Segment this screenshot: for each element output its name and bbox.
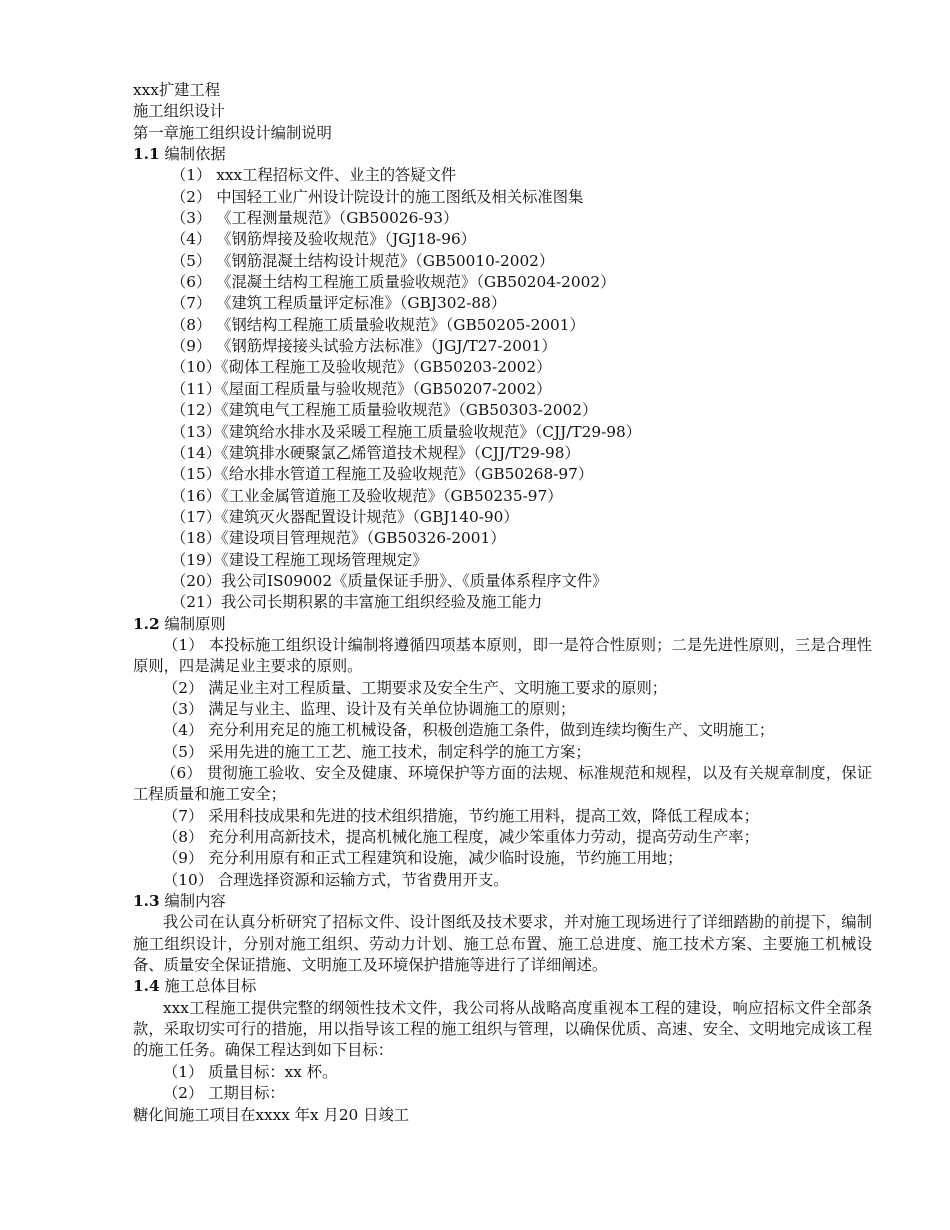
list-item: （21）我公司长期积累的丰富施工组织经验及施工能力 bbox=[171, 593, 543, 612]
chapter-title: 第一章施工组织设计编制说明 bbox=[133, 123, 332, 142]
section-title: 编制依据 bbox=[159, 145, 226, 164]
list-item: （16）《工业金属管道施工及验收规范》（GB50235-97） bbox=[171, 486, 563, 505]
basis-list bbox=[133, 165, 872, 613]
list-item: （17）《建筑灭火器配置设计规范》（GBJ140-90） bbox=[171, 507, 519, 526]
principle-item: （4） 充分利用充足的施工机械设备，积极创造施工条件，做到连续均衡生产、文明施工； bbox=[163, 721, 775, 740]
list-item: （4） 《钢筋焊接及验收规范》（JGJ18-96） bbox=[171, 230, 476, 249]
principle-item: （3） 满足与业主、监理、设计及有关单位协调施工的原则； bbox=[163, 699, 576, 718]
list-item: （7） 《建筑工程质量评定标准》（GBJ302-88） bbox=[171, 294, 507, 313]
list-item: （15）《给水排水管道工程施工及验收规范》（GB50268-97） bbox=[171, 465, 594, 484]
section-number: 1.4 bbox=[133, 977, 160, 996]
list-item: （14）《建筑排水硬聚氯乙烯管道技术规程》（CJJ/T29-98） bbox=[171, 443, 580, 462]
content-paragraph: 我公司在认真分析研究了招标文件、设计图纸及技术要求，并对施工现场进行了详细踏勘的前提下，编制施工组织设计，分别对施工组织、劳动力计划、施工总布置、施工总进度、施工技术方案、主要施工机械设备、质量安全保证措施、文明施工及环境保护措施等进行了详细阐述。 bbox=[133, 913, 872, 975]
principles-list bbox=[133, 635, 872, 891]
principle-item: （10） 合理选择资源和运输方式，节省费用开支。 bbox=[163, 870, 509, 889]
section-title: 编制内容 bbox=[159, 892, 226, 911]
principle-item: （1） 本投标施工组织设计编制将遵循四项基本原则，即一是符合性原则；二是先进性原则，三是合理性原则，四是满足业主要求的原则。 bbox=[133, 635, 872, 676]
list-item: （6） 《混凝土结构工程施工质量验收规范》（GB50204-2002） bbox=[171, 273, 616, 292]
section-heading-1-1 bbox=[133, 144, 872, 165]
list-item: （2） 中国轻工业广州设计院设计的施工图纸及相关标准图集 bbox=[171, 187, 584, 206]
principle-item: （9） 充分利用原有和正式工程建筑和设施，减少临时设施，节约施工用地； bbox=[163, 849, 683, 868]
list-item: （20）我公司IS09002《质量保证手册》、《质量体系程序文件》 bbox=[171, 571, 608, 590]
section-heading-1-2 bbox=[133, 614, 872, 635]
section-title: 施工总体目标 bbox=[159, 977, 257, 996]
principle-item: （8） 充分利用高新技术，提高机械化施工程度，减少笨重体力劳动，提高劳动生产率； bbox=[163, 828, 759, 847]
section-number: 1.3 bbox=[133, 892, 160, 911]
list-item: （8） 《钢结构工程施工质量验收规范》（GB50205-2001） bbox=[171, 315, 585, 334]
principle-item: （2） 满足业主对工程质量、工期要求及安全生产、文明施工要求的原则； bbox=[163, 678, 668, 697]
principle-item: （7） 采用科技成果和先进的技术组织措施，节约施工用料，提高工效，降低工程成本； bbox=[163, 806, 759, 825]
project-title: xxx扩建工程 bbox=[133, 81, 221, 99]
list-item: （9） 《钢筋焊接接头试验方法标准》（JGJ/T27-2001） bbox=[171, 337, 557, 356]
list-item: （3） 《工程测量规范》（GB50026-93） bbox=[171, 209, 459, 228]
principle-item: （5） 采用先进的施工工艺、施工技术，制定科学的施工方案； bbox=[163, 742, 591, 761]
list-item: （12）《建筑电气工程施工质量验收规范》（GB50303-2002） bbox=[171, 401, 598, 420]
list-item: （13）《建筑给水排水及采暖工程施工质量验收规范》（CJJ/T29-98） bbox=[171, 422, 642, 441]
goal-item-schedule: （2） 工期目标： bbox=[163, 1084, 285, 1103]
list-item: （5） 《钢筋混凝土结构设计规范》（GB50010-2002） bbox=[171, 251, 555, 270]
goal-completion-date: 糖化间施工项目在xxxx 年x 月20 日竣工 bbox=[133, 1105, 410, 1124]
section-number: 1.2 bbox=[133, 614, 160, 633]
principle-item: （6） 贯彻施工验收、安全及健康、环境保护等方面的法规、标准规范和规程，以及有关规章制度，保证工程质量和施工安全； bbox=[133, 764, 872, 804]
section-heading-1-3 bbox=[133, 891, 872, 912]
list-item: （19）《建设工程施工现场管理规定》 bbox=[171, 550, 428, 569]
list-item: （11）《屋面工程质量与验收规范》（GB50207-2002） bbox=[171, 379, 552, 398]
list-item: （10）《砌体工程施工及验收规范》（GB50203-2002） bbox=[171, 358, 552, 377]
section-title: 编制原则 bbox=[159, 614, 226, 633]
goal-item-quality: （1） 质量目标：xx 杯。 bbox=[163, 1062, 338, 1081]
list-item: （18）《建设项目管理规范》（GB50326-2001） bbox=[171, 529, 506, 548]
list-item: （1） xxx工程招标文件、业主的答疑文件 bbox=[171, 166, 457, 185]
section-number: 1.1 bbox=[133, 145, 160, 164]
document-type: 施工组织设计 bbox=[133, 102, 225, 121]
section-heading-1-4 bbox=[133, 976, 872, 997]
goal-paragraph: xxx工程施工提供完整的纲领性技术文件，我公司将从战略高度重视本工程的建设，响应招标文件全部条款，采取切实可行的措施，用以指导该工程的施工组织与管理，以确保优质、高速、安全、文明地完成该工程的施工任务。确保工程达到如下目标： bbox=[133, 998, 872, 1060]
